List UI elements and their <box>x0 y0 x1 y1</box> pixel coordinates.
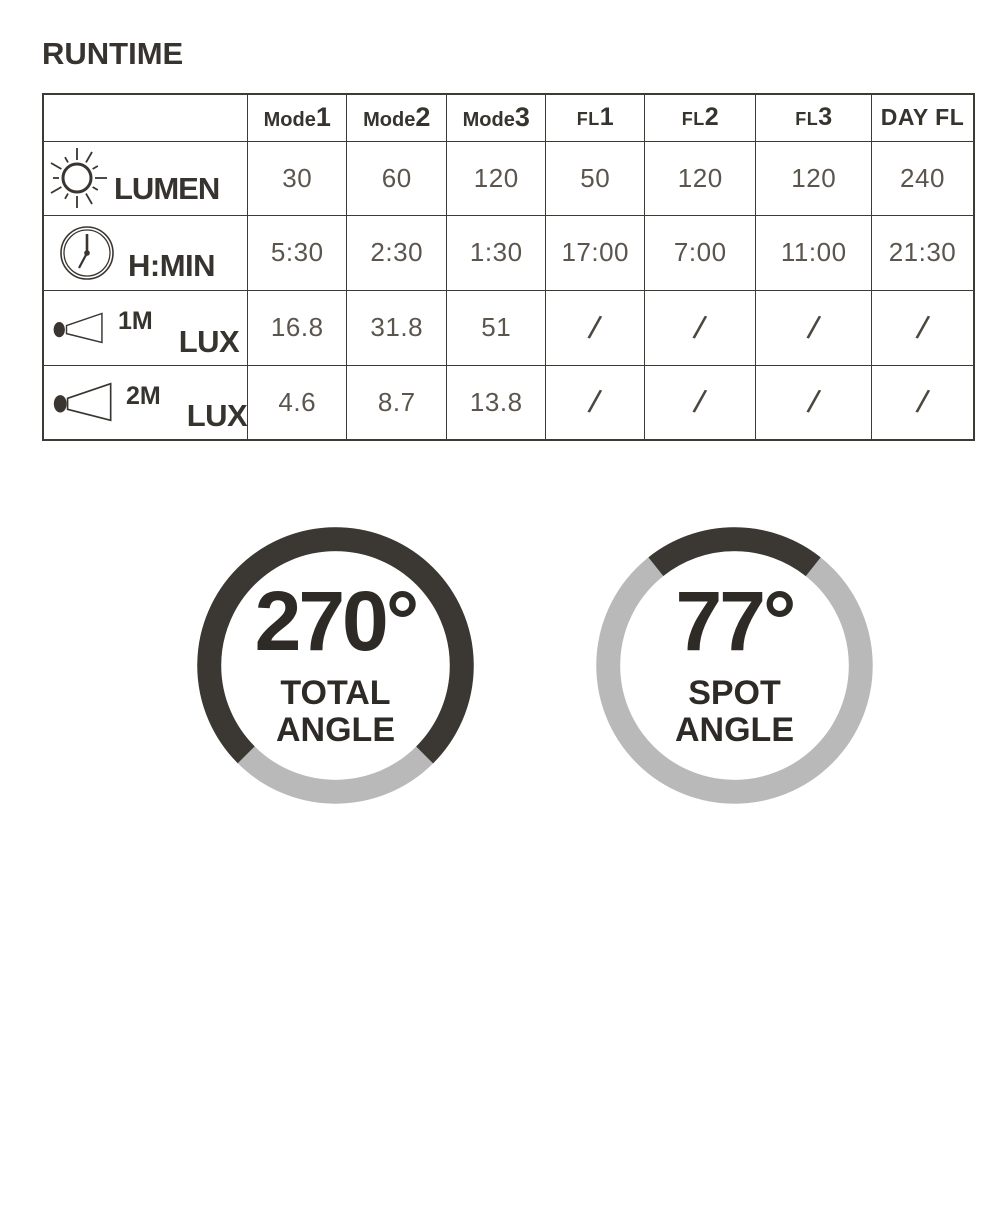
table-row-hmin <box>43 215 974 290</box>
col-header-fl1: FL1 <box>546 94 645 141</box>
total-angle-gauge <box>192 522 479 809</box>
beam-icon <box>52 379 118 425</box>
row-label-text: LUX <box>178 323 240 359</box>
row-label-lux-1m <box>43 290 248 365</box>
value-cell: 11:00 <box>756 215 872 290</box>
col-header-fl2: FL2 <box>645 94 756 141</box>
table-row-lumen <box>43 141 974 215</box>
gauge-label: ANGLE <box>675 711 794 750</box>
header-row <box>43 94 974 141</box>
table-row-lux-1m <box>43 290 974 365</box>
value-cell: 120 <box>645 141 756 215</box>
col-header-dayfl: DAY FL <box>872 94 974 141</box>
value-cell: 13.8 <box>447 365 546 440</box>
col-header-mode2: Mode2 <box>347 94 447 141</box>
corner-cell <box>43 94 248 141</box>
value-cell: 30 <box>248 141 347 215</box>
col-header-mode1: Mode1 <box>248 94 347 141</box>
gauge-label: SPOT <box>688 674 781 713</box>
row-label-text: LUMEN <box>114 171 220 206</box>
value-cell: 7:00 <box>645 215 756 290</box>
runtime-table <box>42 93 975 441</box>
value-cell <box>872 290 974 365</box>
not-applicable-slash: / <box>691 307 710 347</box>
value-cell <box>872 365 974 440</box>
not-applicable-slash: / <box>586 382 605 421</box>
not-applicable-slash: / <box>586 307 605 347</box>
value-cell: 8.7 <box>347 365 447 440</box>
value-cell: 21:30 <box>872 215 974 290</box>
value-cell: 1:30 <box>447 215 546 290</box>
not-applicable-slash: / <box>913 382 932 421</box>
value-cell <box>756 290 872 365</box>
gauge-text <box>591 522 878 809</box>
value-cell: 31.8 <box>347 290 447 365</box>
value-cell: 16.8 <box>248 290 347 365</box>
row-label-text: LUX <box>186 398 248 434</box>
row-label-lumen <box>43 141 248 215</box>
value-cell: 51 <box>447 290 546 365</box>
row-label-lux-2m <box>43 365 248 440</box>
row-label-hmin <box>43 215 248 290</box>
table-row-lux-2m <box>43 365 974 440</box>
value-cell: 4.6 <box>248 365 347 440</box>
gauge-text <box>192 522 479 809</box>
not-applicable-slash: / <box>913 307 932 347</box>
value-cell <box>546 365 645 440</box>
clock-icon <box>58 224 116 282</box>
value-cell: 60 <box>347 141 447 215</box>
value-cell: 50 <box>546 141 645 215</box>
sun-icon <box>50 147 112 209</box>
value-cell <box>645 365 756 440</box>
col-header-fl3: FL3 <box>756 94 872 141</box>
value-cell: 240 <box>872 141 974 215</box>
not-applicable-slash: / <box>691 382 710 421</box>
value-cell: 120 <box>756 141 872 215</box>
gauge-value: 270° <box>254 573 417 668</box>
gauge-value: 77° <box>675 573 794 668</box>
value-cell <box>756 365 872 440</box>
beam-icon <box>52 307 110 349</box>
value-cell <box>546 290 645 365</box>
value-cell: 17:00 <box>546 215 645 290</box>
value-cell: 2:30 <box>347 215 447 290</box>
row-label-text: H:MIN <box>128 247 216 283</box>
value-cell: 120 <box>447 141 546 215</box>
spot-angle-gauge <box>591 522 878 809</box>
gauge-label: TOTAL <box>280 674 391 713</box>
not-applicable-slash: / <box>804 382 824 421</box>
gauge-label: ANGLE <box>276 711 395 750</box>
col-header-mode3: Mode3 <box>447 94 546 141</box>
distance-label: 1M <box>118 307 153 335</box>
value-cell <box>645 290 756 365</box>
page-title: RUNTIME <box>42 36 184 71</box>
value-cell: 5:30 <box>248 215 347 290</box>
distance-label: 2M <box>126 381 161 410</box>
not-applicable-slash: / <box>804 307 824 347</box>
